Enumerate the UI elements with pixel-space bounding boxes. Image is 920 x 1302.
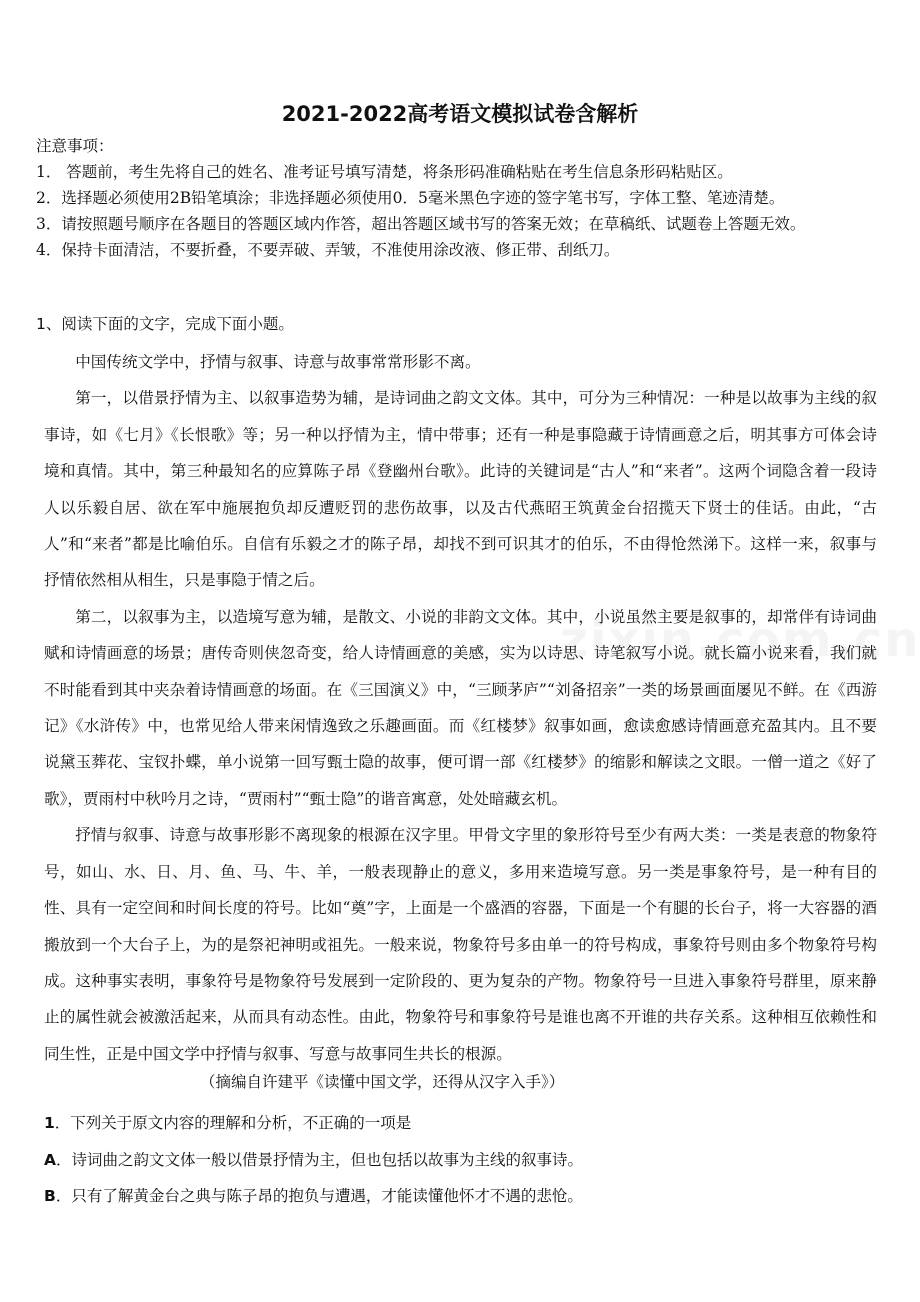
- note-item: 2．选择题必须使用2B铅笔填涂；非选择题必须使用0．5毫米黑色字迹的签字笔书写，字体工整、笔迹清楚。: [36, 189, 785, 207]
- passage-paragraph: 第一，以借景抒情为主、以叙事造势为辅，是诗词曲之韵文文体。其中，可分为三种情况：一种是以故事为主线的叙事诗，如《七月》《长恨歌》等；另一种以抒情为主，情中带事；还有一种是事隐藏于诗情画意之后，明其事方可体会诗境和真情。其中，第三种最知名的应算陈子昂《登幽州台歌》。此诗的关键词是“古人”和“来者”。这两个词隐含着一段诗人以乐毅自居、欲在军中施展抱负却反遭贬罚的悲伤故事，以及古代燕昭王筑黄金台招揽天下贤士的佳话。由此，“古人”和“来者”都是比喻伯乐。自信有乐毅之才的陈子昂，却找不到可识其才的伯乐，不由得怆然涕下。这样一来，叙事与抒情依然相从相生，只是事隐于情之后。: [44, 389, 877, 590]
- sub-question: [44, 1105, 894, 1142]
- note-item: 3．请按照题号顺序在各题目的答题区域内作答，超出答题区域书写的答案无效；在草稿纸、试题卷上答题无效。: [36, 215, 806, 233]
- notes-section: [36, 133, 896, 263]
- option-a: [44, 1142, 894, 1179]
- passage-paragraph: 中国传统文学中，抒情与叙事、诗意与故事常常形影不离。: [75, 353, 481, 371]
- passage-source: （摘编自许建平《读懂中国文学，还得从汉字入手》）: [200, 1073, 565, 1091]
- option-letter: A: [44, 1150, 56, 1169]
- passage-paragraph: 第二，以叙事为主，以造境写意为辅，是散文、小说的非韵文文体。其中，小说虽然主要是叙事的，却常伴有诗词曲赋和诗情画意的场景；唐传奇则侠忽奇变，给人诗情画意的美感，实为以诗思、诗笔叙写小说。就长篇小说来看，我们就不时能看到其中夹杂着诗情画意的场面。在《三国演义》中，“三顾茅庐”“刘备招亲”一类的场景画面屡见不鲜。在《西游记》《水浒传》中，也常见给人带来闲情逸致之乐趣画面。而《红楼梦》叙事如画，愈读愈感诗情画意充盈其内。且不要说黛玉葬花、宝钗扑蝶，单小说第一回写甄士隐的故事，便可谓一部《红楼梦》的缩影和解读之文眼。一僧一道之《好了歌》，贾雨村中秋吟月之诗，“贾雨村”“甄士隐”的谐音寓意，处处暗藏玄机。: [44, 607, 877, 808]
- sub-question-block: [44, 1105, 894, 1215]
- option-text: ．诗词曲之韵文文体一般以借景抒情为主，但也包括以故事为主线的叙事诗。: [56, 1150, 584, 1169]
- question-heading: 1、阅读下面的文字，完成下面小题。: [36, 315, 294, 333]
- note-item: 4．保持卡面清洁，不要折叠，不要弄破、弄皱，不准使用涂改液、修正带、刮纸刀。: [36, 241, 620, 259]
- option-b: [44, 1178, 894, 1215]
- page-title: 2021-2022高考语文模拟试卷含解析: [281, 102, 639, 126]
- reading-passage: [44, 344, 877, 1072]
- note-item: 1． 答题前，考生先将自己的姓名、准考证号填写清楚，将条形码准确粘贴在考生信息条形码粘贴区。: [36, 163, 733, 181]
- sub-question-text: ．下列关于原文内容的理解和分析，不正确的一项是: [54, 1114, 412, 1132]
- option-letter: B: [44, 1187, 56, 1205]
- sub-question-number: 1: [44, 1114, 55, 1132]
- option-text: ．只有了解黄金台之典与陈子昂的抱负与遭遇，才能读懂他怀才不遇的悲怆。: [55, 1187, 583, 1205]
- passage-paragraph: 抒情与叙事、诗意与故事形影不离现象的根源在汉字里。甲骨文字里的象形符号至少有两大类：一类是表意的物象符号，如山、水、日、月、鱼、马、牛、羊，一般表现静止的意义，多用来造境写意。另一类是事象符号，是一种有目的性、具有一定空间和时间长度的符号。比如“奠”字，上面是一个盛酒的容器，下面是一个有腿的长台子，将一大容器的酒搬放到一个大台子上，为的是祭祀神明或祖先。一般来说，物象符号多由单一的符号构成，事象符号则由多个物象符号构成。这种事实表明，事象符号是物象符号发展到一定阶段的、更为复杂的产物。物象符号一旦进入事象符号群里，原来静止的属性就会被激活起来，从而具有动态性。由此，物象符号和事象符号是谁也离不开谁的共存关系。这种相互依赖性和同生性，正是中国文学中抒情与叙事、写意与故事同生共长的根源。: [44, 826, 877, 1063]
- notes-heading: 注意事项：: [36, 137, 114, 155]
